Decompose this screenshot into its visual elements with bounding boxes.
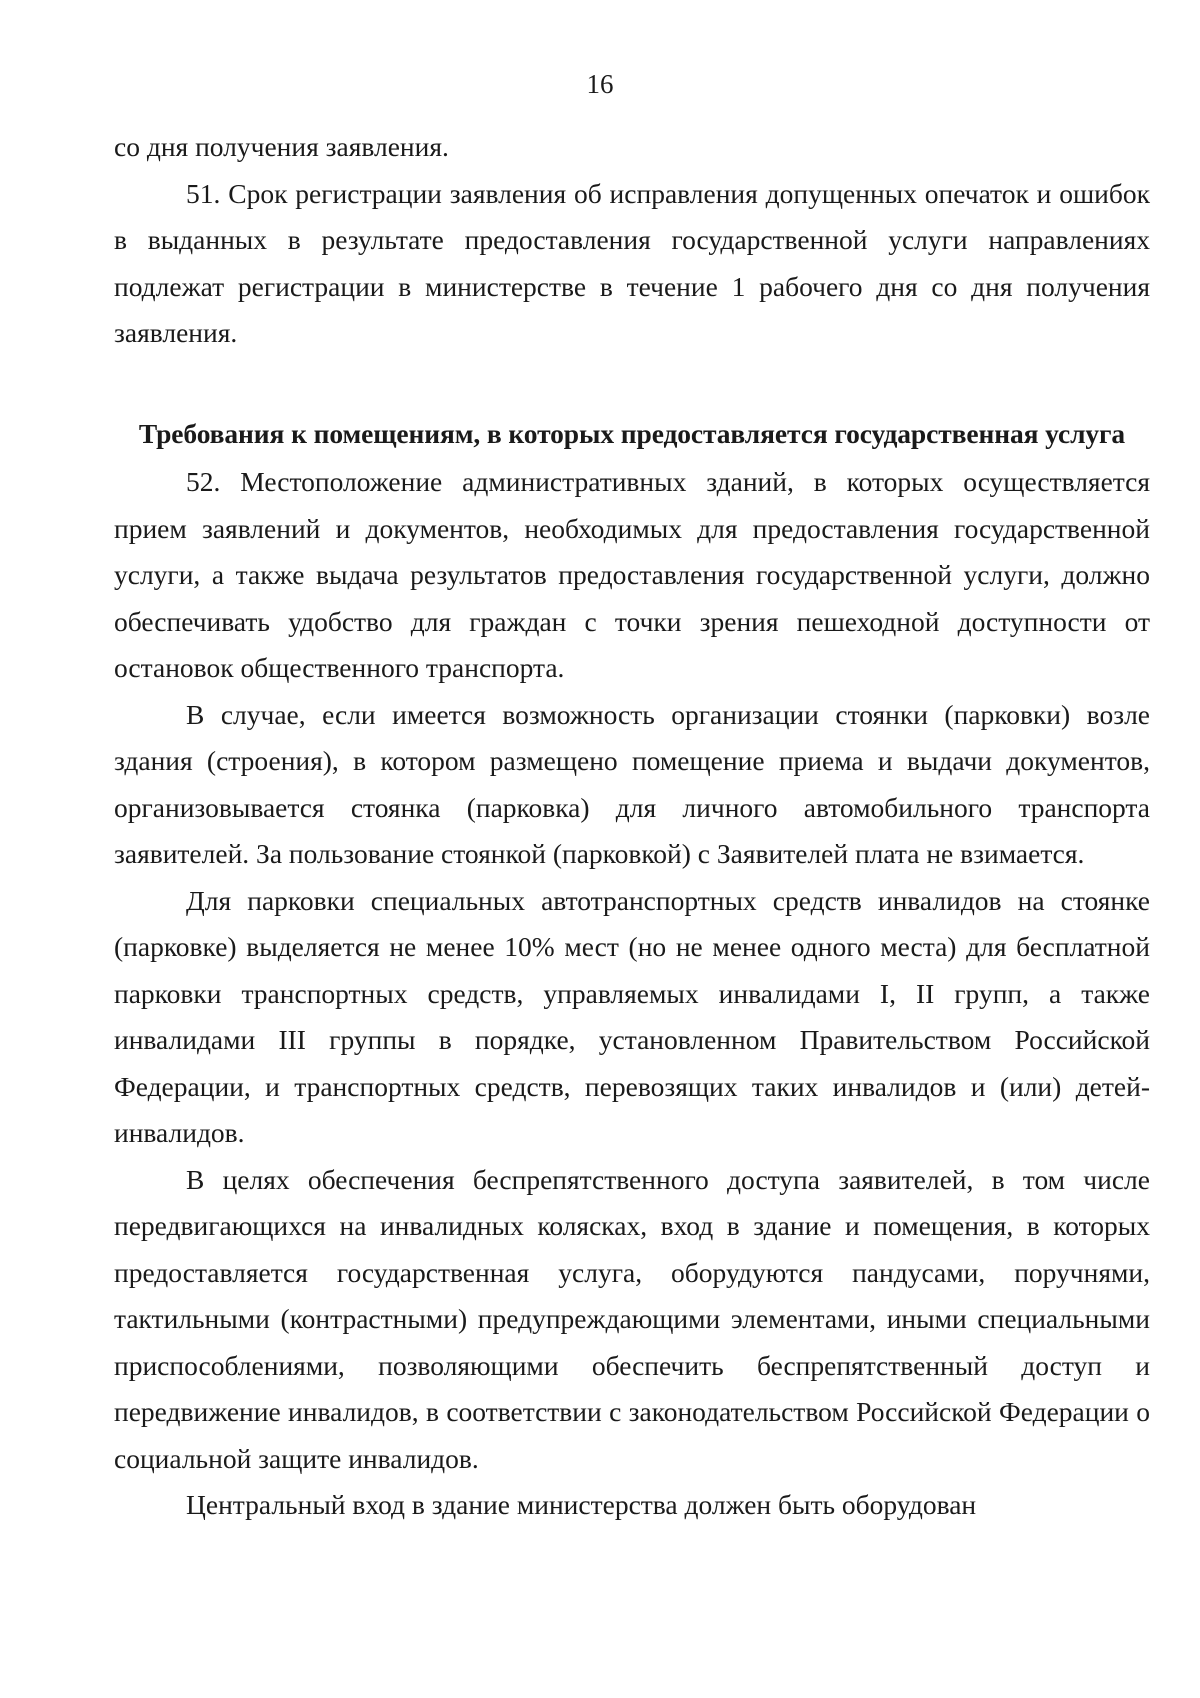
paragraph-entrance: Центральный вход в здание министерства должен быть оборудован — [186, 1489, 977, 1520]
paragraph-52: 52. Местоположение административных зданий, в которых осуществляется прием заявлений и документов, необходимых для предоставления государственной услуги, а также выдача результатов предоставления государственной услуги, должно обеспечивать удобство для граждан с точки зрения пешеходной доступности от остановок общественного транспорта. — [114, 466, 1150, 683]
continuation-text: со дня получения заявления. — [114, 131, 449, 162]
section-heading: Требования к помещениям, в которых предоставляется государственная услуга — [138, 417, 1126, 449]
document-body — [114, 124, 1150, 1529]
page-number: 16 — [586, 69, 614, 99]
paragraph-disabled-parking: Для парковки специальных автотранспортных средств инвалидов на стоянке (парковке) выделяется не менее 10% мест (но не менее одного места) для бесплатной парковки транспортных средств, управляемых инвалидами I, II групп, а также инвалидами III группы в порядке, установленном Правительством Российской Федерации, и транспортных средств, перевозящих таких инвалидов и (или) детей-инвалидов. — [114, 884, 1150, 1148]
paragraph-51: 51. Срок регистрации заявления об исправления допущенных опечаток и ошибок в выданных в результате предоставления государственной услуги направлениях подлежат регистрации в министерстве в течение 1 рабочего дня со дня получения заявления. — [114, 177, 1150, 348]
paragraph-parking: В случае, если имеется возможность организации стоянки (парковки) возле здания (строения), в котором размещено помещение приема и выдачи документов, организовывается стоянка (парковка) для личного автомобильного транспорта заявителей. За пользование стоянкой (парковкой) с Заявителей плата не взимается. — [114, 698, 1150, 869]
paragraph-access: В целях обеспечения беспрепятственного доступа заявителей, в том числе передвигающихся на инвалидных колясках, вход в здание и помещения, в которых предоставляется государственная услуга, оборудуются пандусами, поручнями, тактильными (контрастными) предупреждающими элементами, иными специальными приспособлениями, позволяющими обеспечить беспрепятственный доступ и передвижение инвалидов, в соответствии с законодательством Российской Федерации о социальной защите инвалидов. — [114, 1163, 1150, 1474]
